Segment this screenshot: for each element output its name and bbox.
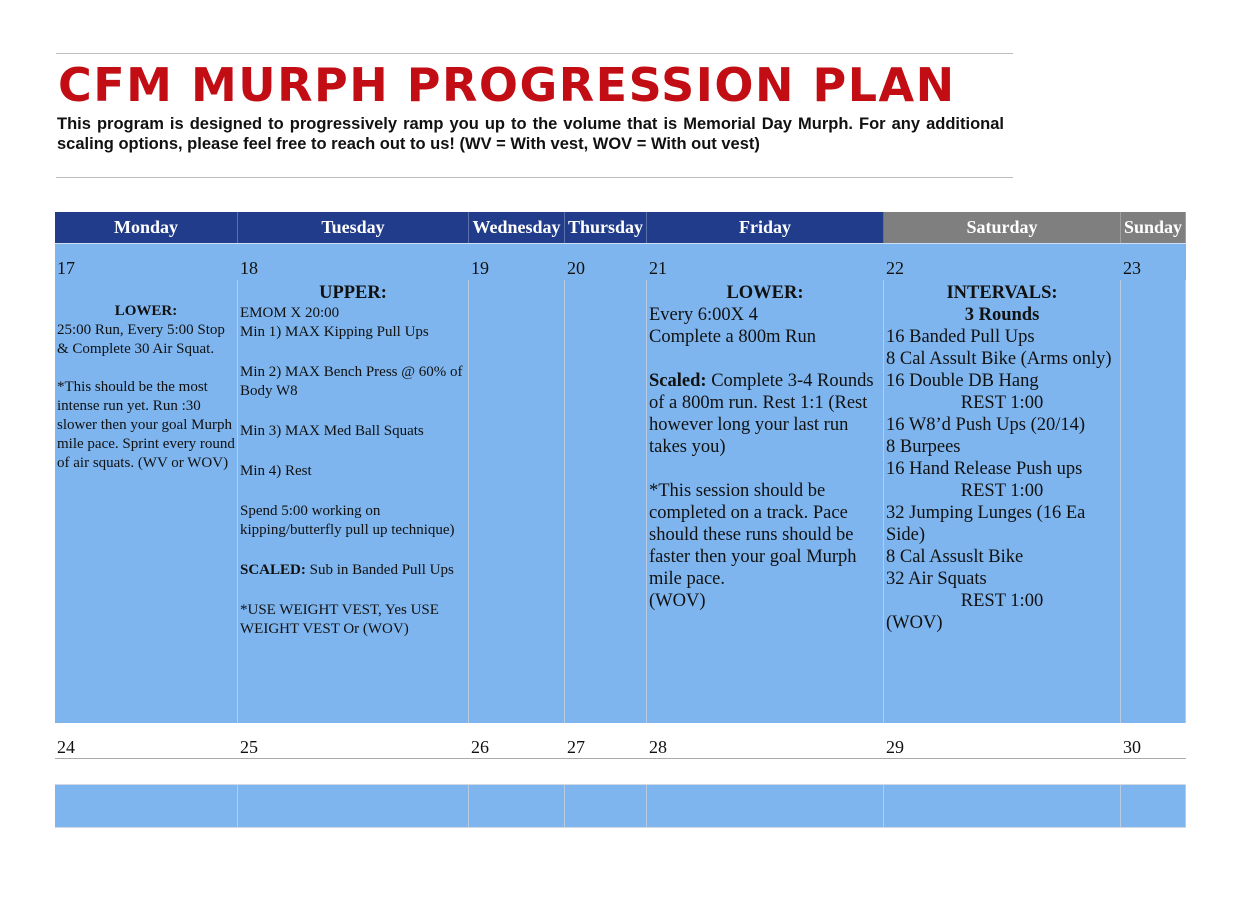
date-cell: 25 (240, 737, 258, 757)
tuesday-min4: Min 4) Rest (240, 463, 312, 479)
week1-workout-row (55, 280, 1186, 725)
saturday-line: (WOV) (886, 613, 943, 633)
monday-heading: LOWER: (114, 303, 178, 319)
saturday-rounds: 3 Rounds (964, 305, 1040, 325)
tuesday-workout (238, 280, 469, 723)
intro-text: This program is designed to progressively ramp you up to the volume that is Memorial Day Murph. For any additional scaling options, please feel free to reach out to us! (WV = With vest, WOV = With out vest) (57, 115, 1004, 153)
empty-cell (565, 785, 647, 827)
header-sunday: Sunday (1121, 212, 1186, 243)
saturday-heading: INTERVALS: (946, 283, 1058, 303)
tuesday-vest: *USE WEIGHT VEST, Yes USE WEIGHT VEST Or (WOV) (240, 602, 443, 637)
scaled-text: Sub in Banded Pull Ups (305, 562, 454, 578)
tuesday-emom: EMOM X 20:00 (240, 305, 340, 321)
date-cell: 29 (886, 737, 904, 757)
header-wednesday: Wednesday (469, 212, 565, 243)
spacer (240, 580, 466, 601)
header-thursday: Thursday (565, 212, 647, 243)
saturday-line: 32 Jumping Lunges (16 Ea Side) (886, 503, 1090, 545)
sunday-workout (1121, 280, 1186, 723)
date-cell: 20 (567, 258, 585, 278)
saturday-lines (886, 326, 1118, 634)
top-rule (56, 53, 1013, 54)
scaled-label: SCALED: (240, 562, 306, 578)
week2-date-row (55, 723, 1186, 759)
monday-line: 25:00 Run, Every 5:00 Stop & Complete 30 Air Squat. (57, 322, 229, 357)
tuesday-min2: Min 2) MAX Bench Press @ 60% of Body W8 (240, 364, 467, 399)
bottom-rule (56, 177, 1013, 178)
saturday-line: 8 Burpees (886, 437, 961, 457)
saturday-line: 16 Hand Release Push ups (886, 459, 1083, 479)
friday-note: *This session should be completed on a track. Pace should these runs should be faster then your goal Murph mile pace. (649, 481, 862, 589)
header-monday: Monday (55, 212, 238, 243)
spacer (240, 481, 466, 502)
saturday-workout (884, 280, 1121, 723)
empty-cell (1121, 785, 1186, 827)
saturday-line: REST 1:00 (960, 393, 1044, 413)
saturday-line: 16 Banded Pull Ups (886, 327, 1035, 347)
date-cell: 17 (57, 258, 75, 278)
spacer (240, 540, 466, 561)
page-title: CFM MURPH PROGRESSION PLAN (58, 58, 956, 112)
tuesday-heading: UPPER: (319, 283, 387, 303)
spacer (240, 441, 466, 462)
date-cell: 23 (1123, 258, 1141, 278)
saturday-line: 8 Cal Assuslt Bike (886, 547, 1024, 567)
saturday-line: 32 Air Squats (886, 569, 987, 589)
tuesday-scaled (240, 561, 466, 580)
date-cell: 27 (567, 737, 585, 757)
spacer (649, 348, 881, 370)
header-saturday: Saturday (884, 212, 1121, 243)
empty-cell (469, 785, 565, 827)
friday-workout (647, 280, 884, 723)
friday-heading: LOWER: (726, 283, 804, 303)
spacer (57, 359, 235, 378)
spacer (240, 342, 466, 363)
tuesday-min1: Min 1) MAX Kipping Pull Ups (240, 324, 429, 340)
date-cell: 28 (649, 737, 667, 757)
friday-line2: Complete a 800m Run (649, 327, 816, 347)
friday-tag: (WOV) (649, 591, 706, 611)
date-cell: 26 (471, 737, 489, 757)
weekday-header-row (55, 212, 1186, 243)
header-tuesday: Tuesday (238, 212, 469, 243)
scaled-text: Complete 3-4 Rounds of a 800m run. Rest 1:1 (Rest however long your last run takes you) (649, 371, 879, 457)
date-cell: 18 (240, 258, 258, 278)
date-cell: 22 (886, 258, 904, 278)
date-cell: 24 (57, 737, 75, 757)
saturday-line: 8 Cal Assult Bike (Arms only) (886, 349, 1112, 369)
spacer (649, 458, 881, 480)
thursday-workout (565, 280, 647, 723)
saturday-line: REST 1:00 (960, 481, 1044, 501)
week1-date-row (55, 243, 1186, 282)
spacer (240, 401, 466, 422)
week2-workout-row (55, 784, 1186, 828)
empty-cell (884, 785, 1121, 827)
wednesday-workout (469, 280, 565, 723)
tuesday-spend: Spend 5:00 working on kipping/butterfly pull up technique) (240, 503, 455, 538)
date-cell: 30 (1123, 737, 1141, 757)
date-cell: 21 (649, 258, 667, 278)
date-cell: 19 (471, 258, 489, 278)
saturday-line: 16 Double DB Hang (886, 371, 1039, 391)
friday-scaled (649, 370, 881, 458)
monday-note: *This should be the most intense run yet. Run :30 slower then your goal Murph mile pace. Sprint every round of air squats. (WV or WOV) (57, 379, 239, 471)
scaled-label: Scaled: (649, 371, 707, 391)
saturday-line: 16 W8’d Push Ups (20/14) (886, 415, 1086, 435)
empty-cell (647, 785, 884, 827)
header-friday: Friday (647, 212, 884, 243)
friday-line1: Every 6:00X 4 (649, 305, 758, 325)
empty-cell (55, 785, 238, 827)
empty-cell (238, 785, 469, 827)
saturday-line: REST 1:00 (960, 591, 1044, 611)
tuesday-min3: Min 3) MAX Med Ball Squats (240, 423, 424, 439)
monday-workout (55, 280, 238, 723)
